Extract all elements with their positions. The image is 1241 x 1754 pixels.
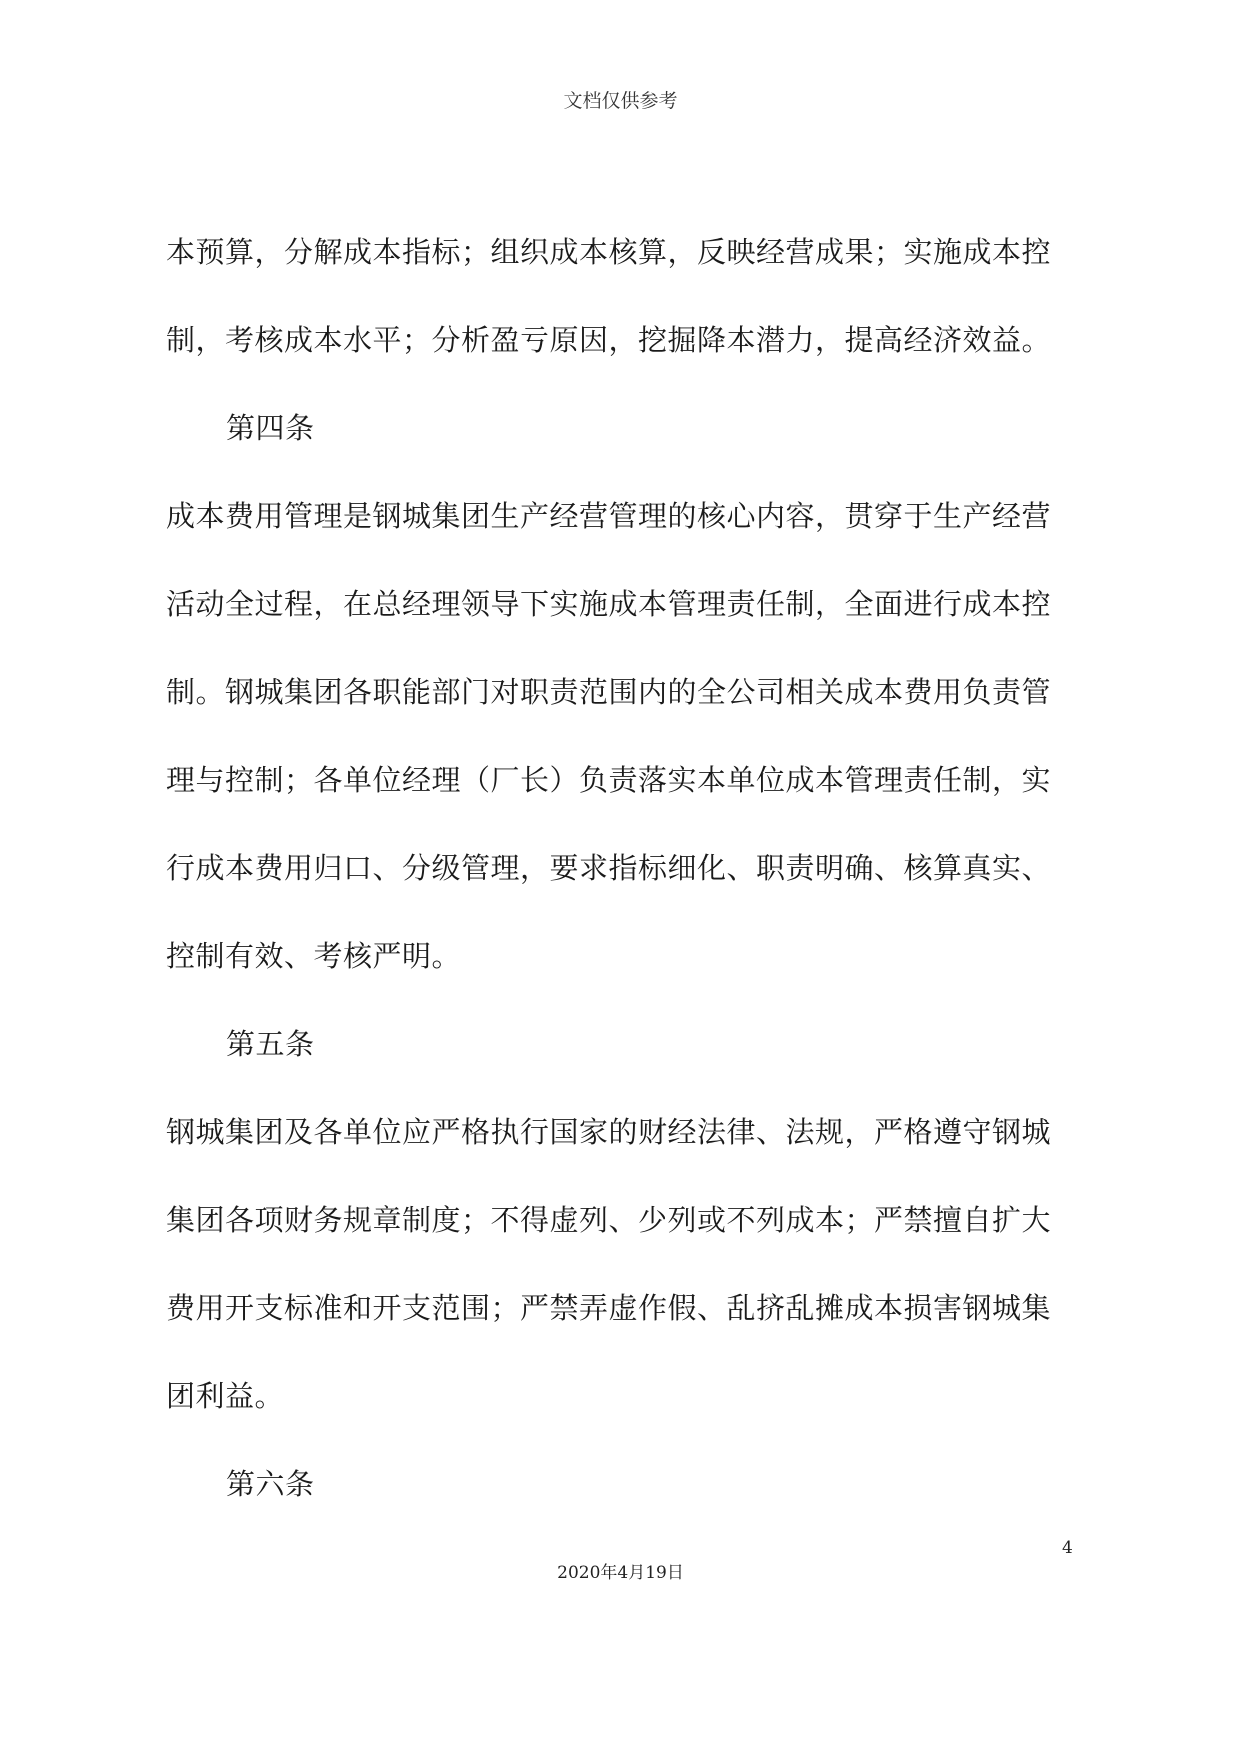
body-line: 费用开支标准和开支范围；严禁弄虚作假、乱挤乱摊成本损害钢城集 [166,1291,1052,1325]
article-heading: 第四条 [226,411,315,445]
document-footer-date: 2020年4月19日 [557,1563,684,1583]
body-line: 行成本费用归口、分级管理，要求指标细化、职责明确、核算真实、 [166,851,1052,885]
body-line: 制，考核成本水平；分析盈亏原因，挖掘降本潜力，提高经济效益。 [166,323,1052,357]
article-heading: 第五条 [226,1027,315,1061]
body-line: 成本费用管理是钢城集团生产经营管理的核心内容，贯穿于生产经营 [166,499,1052,533]
body-line: 团利益。 [166,1379,285,1413]
body-line: 控制有效、考核严明。 [166,939,462,973]
body-line: 集团各项财务规章制度；不得虚列、少列或不列成本；严禁擅自扩大 [166,1203,1052,1237]
body-line: 钢城集团及各单位应严格执行国家的财经法律、法规，严格遵守钢城 [166,1115,1052,1149]
document-header: 文档仅供参考 [563,90,678,112]
article-heading: 第六条 [226,1467,315,1501]
body-line: 活动全过程，在总经理领导下实施成本管理责任制，全面进行成本控 [166,587,1052,621]
page-number: 4 [1062,1538,1073,1558]
body-line: 制。钢城集团各职能部门对职责范围内的全公司相关成本费用负责管 [166,675,1052,709]
body-line: 本预算，分解成本指标；组织成本核算，反映经营成果；实施成本控 [166,235,1052,269]
body-line: 理与控制；各单位经理（厂长）负责落实本单位成本管理责任制，实 [166,763,1052,797]
